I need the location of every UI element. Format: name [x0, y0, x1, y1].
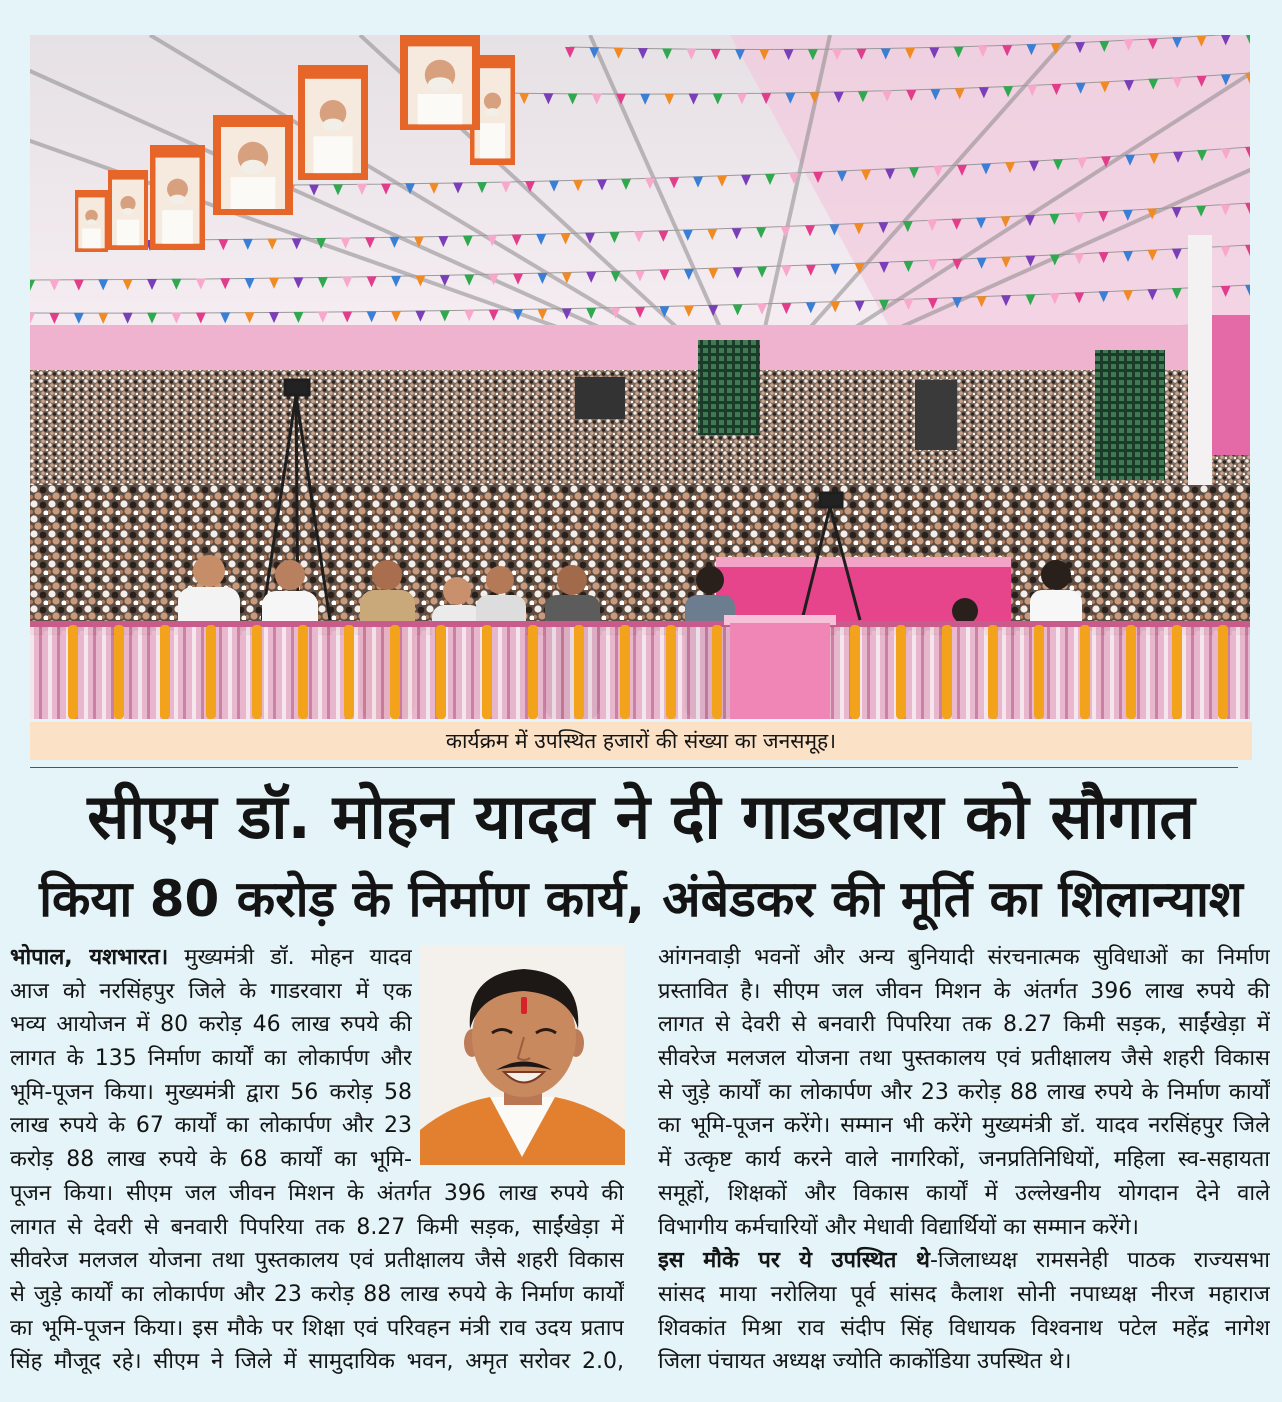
- marigold-garland: [1126, 625, 1136, 719]
- marigold-garland: [206, 625, 216, 719]
- poster-beard: [428, 77, 452, 91]
- person-head: [372, 560, 402, 590]
- article-line: प्रस्तावित है। सीएम जल जीवन मिशन के अंतर्गत 396 लाख रुपये की: [658, 978, 1270, 1004]
- article-line: सीवरेज मलजल योजना तथा पुस्तकालय एवं प्रतीक्षालय जैसे शहरी विकास: [10, 1248, 624, 1274]
- pink-panel: [1212, 315, 1250, 455]
- marigold-garland: [344, 625, 354, 719]
- marigold-garland: [298, 625, 308, 719]
- marigold-garland: [390, 625, 400, 719]
- article-line: से जुड़े कार्यों का लोकार्पण और 23 करोड़ 88 लाख रुपये के निर्माण कार्यों: [10, 1281, 624, 1307]
- speaker-stack: [575, 377, 625, 419]
- podium: [730, 623, 830, 719]
- poster-kurta: [480, 123, 505, 158]
- poster-beard: [323, 119, 344, 132]
- person-head: [486, 566, 514, 594]
- marigold-garland: [482, 625, 492, 719]
- headline: सीएम डॉ. मोहन यादव ने दी गाडरवारा को सौगात: [87, 780, 1195, 853]
- poster-kurta: [231, 177, 276, 209]
- article-line: सांसद माया नरोलिया पूर्व सांसद कैलाश सोनी नपाध्यक्ष नीरज महाराज: [658, 1281, 1270, 1307]
- marigold-garland: [528, 625, 538, 719]
- divider-line: [30, 767, 1238, 768]
- marigold-garland: [942, 625, 952, 719]
- marigold-garland: [896, 625, 906, 719]
- article-line: आज को नरसिंहपुर जिले के गाडरवारा में एक: [10, 978, 412, 1004]
- poster-beard: [241, 160, 265, 174]
- article-line: आंगनवाड़ी भवनों और अन्य बुनियादी संरचनात्मक सुविधाओं का निर्माण: [658, 945, 1270, 970]
- marigold-garland: [68, 625, 78, 719]
- tent-pillar: [1188, 235, 1212, 485]
- marigold-garland: [666, 625, 676, 719]
- poster-kurta: [162, 210, 193, 244]
- person-head: [275, 560, 305, 590]
- article-line: विभागीय कर्मचारियों और मेधावी विद्यार्थियों का सम्मान करेंगे।: [658, 1214, 1140, 1240]
- portrait-tilak: [521, 997, 527, 1014]
- poster-face: [484, 93, 501, 110]
- article-line-text: -जिलाध्यक्ष रामसनेही पाठक राज्यसभा: [929, 1248, 1270, 1274]
- marigold-garland: [1080, 625, 1090, 719]
- person-head: [1041, 560, 1071, 590]
- photo-caption: कार्यक्रम में उपस्थित हजारों की संख्या का जनसमूह।: [30, 722, 1252, 760]
- poster-kurta: [418, 94, 463, 124]
- article-line: का भूमि-पूजन करेंगे। सम्मान भी करेंगे मुख्यमंत्री डॉ. यादव नरसिंहपुर जिले: [658, 1113, 1270, 1139]
- article-line: से जुड़े कार्यों का लोकार्पण और 23 करोड़ 88 लाख रुपये के निर्माण कार्यों: [658, 1079, 1270, 1105]
- article-line: पूजन किया। सीएम जल जीवन मिशन के अंतर्गत 396 लाख रुपये की: [10, 1180, 624, 1206]
- article-line: भव्य आयोजन में 80 करोड़ 46 लाख रुपये की: [10, 1012, 412, 1038]
- marigold-garland: [712, 625, 722, 719]
- poster: [150, 145, 205, 250]
- article-line: सीवरेज मलजल योजना तथा पुस्तकालय एवं प्रतीक्षालय जैसे शहरी विकास: [658, 1046, 1270, 1072]
- attendees-lead: इस मौके पर ये उपस्थित थे: [658, 1248, 930, 1274]
- person-head: [443, 577, 471, 605]
- marigold-garland: [436, 625, 446, 719]
- article-line: लागत से देवरी से बनवारी पिपरिया तक 8.27 किमी सड़क, साईंखेड़ा में: [658, 1012, 1270, 1038]
- poster: [108, 170, 148, 250]
- poster-beard: [169, 195, 186, 205]
- camera: [820, 493, 842, 507]
- marigold-garland: [114, 625, 124, 719]
- marigold-garland: [1218, 625, 1228, 719]
- crowd-far: [30, 370, 1250, 500]
- article-line: शिवकांत मिश्रा राव संदीप सिंह विधायक विश्वनाथ पटेल महेंद्र नागेश: [658, 1315, 1270, 1341]
- poster: [298, 65, 368, 180]
- poster: [400, 35, 480, 130]
- dateline: भोपाल, यशभारत।: [10, 945, 169, 970]
- poster-kurta: [313, 136, 352, 173]
- event-photo: [30, 35, 1250, 719]
- subheadline: किया 80 करोड़ के निर्माण कार्य, अंबेडकर की मूर्ति का शिलान्याश: [39, 870, 1243, 928]
- poster: [75, 190, 108, 252]
- marigold-garland: [574, 625, 584, 719]
- article-line: जिला पंचायत अध्यक्ष ज्योति काकोंडिया उपस्थित थे।: [658, 1349, 1072, 1375]
- person-head: [557, 565, 587, 595]
- poster: [213, 115, 293, 215]
- marigold-garland: [1172, 625, 1182, 719]
- article-line: [658, 1244, 1270, 1278]
- poster-beard: [486, 108, 500, 116]
- marigold-garland: [252, 625, 262, 719]
- led-screen: [698, 340, 760, 435]
- article-line: सिंह मौजूद रहे। सीएम ने जिले में सामुदायिक भवन, अमृत सरोवर 2.0,: [10, 1349, 624, 1375]
- article-line: समूहों, शिक्षकों और विकास कार्यों में उल्लेखनीय योगदान देने वाले: [658, 1180, 1270, 1206]
- cm-portrait: [420, 945, 625, 1165]
- article-line: लाख रुपये के 67 कार्यों का लोकार्पण और 23: [10, 1113, 412, 1139]
- article-column-right: [658, 941, 1270, 1379]
- article-line: लागत के 135 निर्माण कार्यों का लोकार्पण और: [10, 1046, 412, 1072]
- tripod-leg: [296, 395, 298, 625]
- article-line: लागत से देवरी से बनवारी पिपरिया तक 8.27 किमी सड़क, साईंखेड़ा में: [10, 1214, 624, 1240]
- person-head: [193, 555, 225, 587]
- cm-portrait-image: [420, 945, 625, 1165]
- article-line: का भूमि-पूजन किया। इस मौके पर शिक्षा एवं परिवहन मंत्री राव उदय प्रताप: [10, 1315, 624, 1341]
- article-line: करोड़ 88 लाख रुपये के 68 कार्यों का भूमि-: [10, 1147, 412, 1173]
- person-head: [952, 598, 978, 624]
- article-line-text: मुख्यमंत्री डॉ. मोहन यादव: [184, 945, 412, 970]
- marigold-garland: [160, 625, 170, 719]
- speaker-stack: [915, 380, 957, 450]
- marigold-garland: [620, 625, 630, 719]
- marigold-garland: [988, 625, 998, 719]
- person-head: [696, 566, 724, 594]
- stage-top: [716, 557, 1011, 567]
- poster-beard: [122, 208, 134, 215]
- camera: [285, 380, 309, 395]
- event-photo-scene: [30, 35, 1250, 719]
- poster-beard: [87, 219, 97, 225]
- article-line: में उत्कृष्ट कार्य करने वाले नागरिकों, जनप्रतिनिधियों, महिला स्व-सहायता: [658, 1147, 1270, 1173]
- article-line: भूमि-पूजन किया। मुख्यमंत्री द्वारा 56 करोड़ 58: [10, 1079, 412, 1105]
- article-line: [10, 941, 412, 975]
- marigold-garland: [850, 625, 860, 719]
- poster-kurta: [117, 220, 139, 246]
- marigold-garland: [1034, 625, 1044, 719]
- led-screen: [1095, 350, 1165, 480]
- poster-kurta: [82, 228, 100, 248]
